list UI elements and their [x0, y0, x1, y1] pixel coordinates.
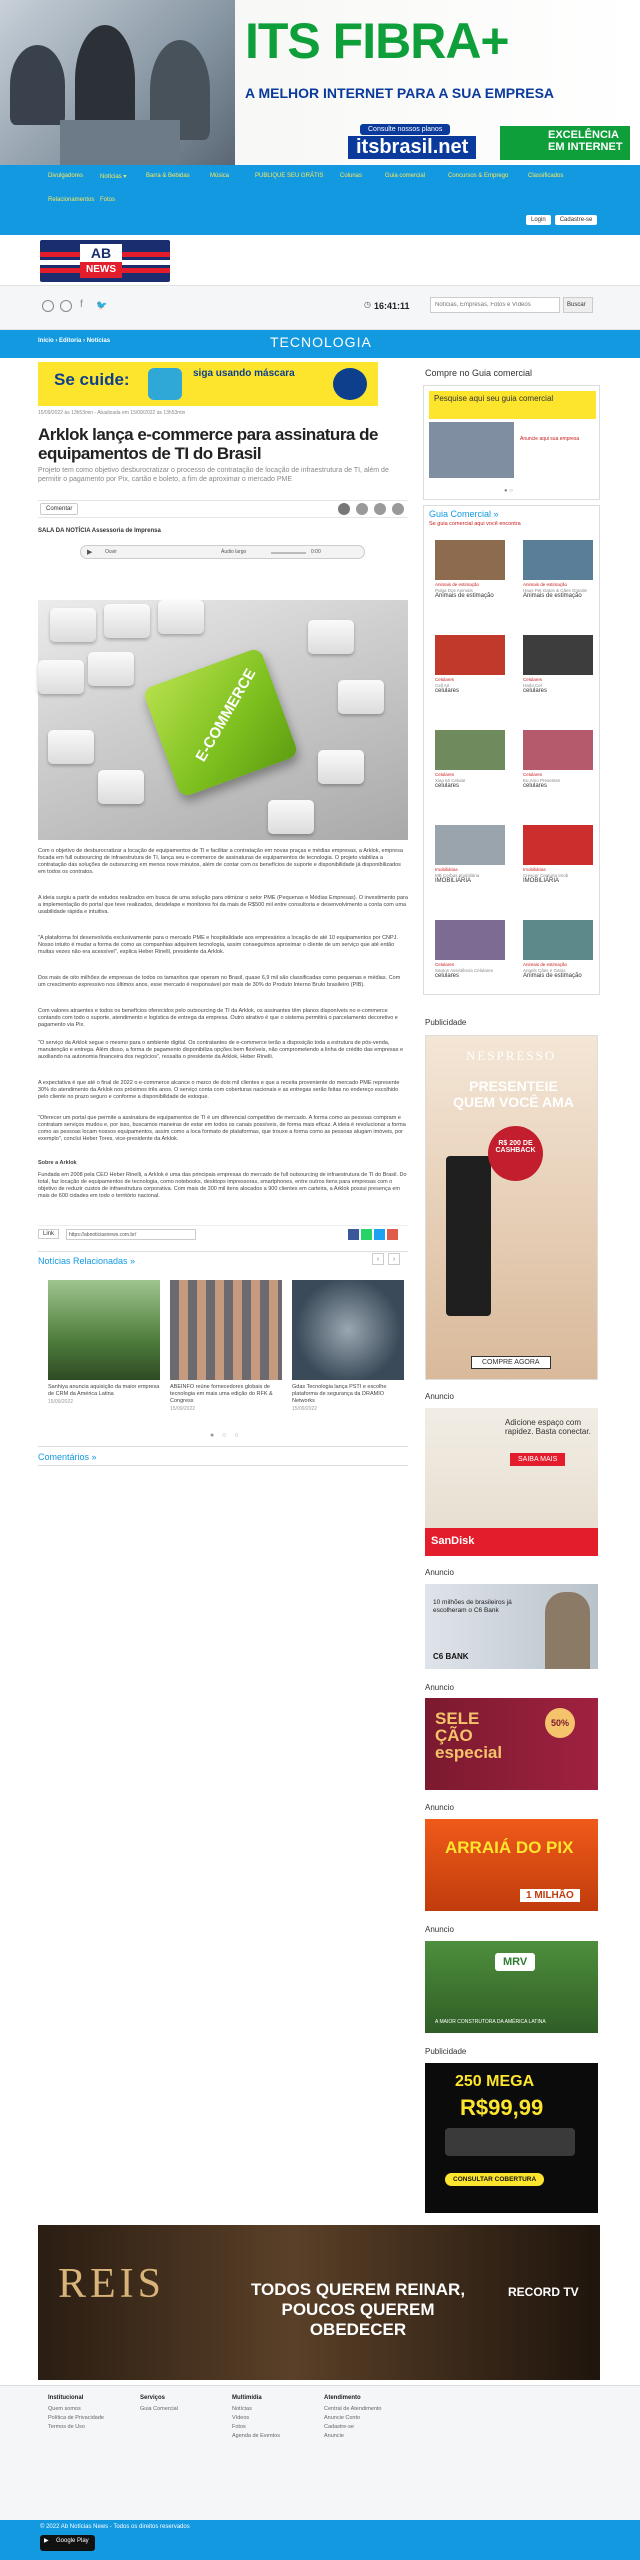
nav-item[interactable]: Concursos & Emprego — [448, 173, 509, 179]
related-image — [170, 1280, 282, 1380]
reis-ad[interactable] — [38, 2225, 600, 2380]
company-image — [523, 920, 593, 960]
company-card[interactable] — [523, 635, 601, 695]
article-subheading: Sobre a Arklok — [38, 1160, 77, 1166]
google-play-badge[interactable] — [40, 2535, 95, 2551]
company-category: Animais de estimação — [523, 582, 568, 587]
nespresso-brand: NESPRESSO — [466, 1048, 557, 1063]
company-name: Pulga Dos Animais — [435, 587, 473, 593]
company-card[interactable] — [523, 920, 601, 980]
company-card[interactable] — [435, 540, 513, 600]
prev-arrow-icon[interactable]: ‹ — [372, 1253, 384, 1265]
footer-link[interactable]: Cadastre-se — [324, 2424, 354, 2430]
pix-ad[interactable] — [425, 1819, 598, 1911]
guide-dots[interactable]: ● ○ — [504, 488, 513, 494]
mrv-ad[interactable] — [425, 1941, 598, 2033]
article-paragraph: Com valores atraentes e todos os benefícios oferecidos pelo outsourcing de TI da Arklok, os assinantes têm planos disponíveis no e-commerce contando com todo o suporte, atendimento e logística de entrega da empresa. Outro atrativo é que o sistema permitirá o parcelamento decoretivo e pagamento via Pix. — [38, 1008, 398, 1028]
mrv-brand: MRV — [495, 1953, 535, 1971]
boticario-text: SELE ÇÃO especial — [435, 1709, 503, 1762]
company-image — [435, 730, 505, 770]
footer-column — [48, 2395, 104, 2432]
company-image — [435, 825, 505, 865]
nav-item[interactable]: Divulgadores — [48, 173, 84, 179]
pix-text: ARRAIÁ DO PIX — [445, 1838, 574, 1857]
sandisk-ad[interactable] — [425, 1408, 598, 1556]
article-title: Arklok lança e-commerce para assinatura de equipamentos de TI do Brasil — [38, 425, 378, 463]
company-image — [523, 635, 593, 675]
banner-photo — [0, 0, 235, 165]
reis-text: TODOS QUEREM REINAR, POUCOS QUEREM OBEDECER — [250, 2280, 466, 2339]
footer-link[interactable]: Anuncie Conto — [324, 2415, 361, 2421]
company-sub: Animais de estimação — [435, 593, 494, 599]
footer-column-title: Serviços — [140, 2395, 166, 2401]
company-sub: IMOBILIÁRIA — [523, 878, 560, 884]
store-label: Google Play — [56, 2538, 89, 2544]
mask-ad-text: siga usando máscara — [193, 368, 295, 379]
guide-box — [423, 385, 600, 500]
related-item[interactable] — [292, 1280, 404, 1412]
footer-column — [140, 2395, 178, 2414]
login-button[interactable]: Login — [526, 215, 551, 225]
company-category: Animais de estimação — [435, 582, 480, 587]
company-category: Celulares — [435, 677, 455, 682]
related-title: Gdas Tecnologia lança PSTI e escolhe plataforma de segurança da DRAMIO Networks — [292, 1384, 387, 1404]
footer-link[interactable]: Agenda de Eventos — [232, 2433, 281, 2439]
reis-channel: RECORD TV — [508, 2285, 579, 2299]
footer-column-title: Atendimento — [324, 2395, 361, 2401]
publicity-label: Publicidade — [425, 2047, 467, 2056]
facebook-icon[interactable]: f — [80, 299, 83, 310]
article-lead: Projeto tem como objetivo desburocratizar o processo de contratação de locação de infraestrutura de TI, além de permitir o pagamento por Pix, cartão e boleto, a fim de aproximar o mercado PME — [38, 467, 389, 483]
guide-promo[interactable]: Anuncie aqui sua empresa — [520, 436, 580, 442]
nespresso-cta[interactable]: COMPRE AGORA — [471, 1356, 551, 1369]
search-button[interactable]: Buscar — [563, 297, 593, 313]
ad-label: Anuncio — [425, 1392, 454, 1401]
footer-link[interactable]: Notícias — [232, 2406, 252, 2412]
article-image — [38, 600, 408, 840]
related-item[interactable] — [48, 1280, 160, 1405]
article-link-bar — [38, 1225, 408, 1241]
related-title: Sanhiya anuncia aquisição da maior empresa de CRM da América Latina — [48, 1384, 160, 1397]
related-date: 15/09/2022 — [292, 1406, 318, 1412]
category-title: TECNOLOGIA — [270, 334, 372, 350]
banner-site[interactable]: itsbrasil.net — [348, 136, 476, 159]
comments-heading[interactable]: Comentários » — [38, 1446, 408, 1466]
twitter-share-icon[interactable] — [374, 1229, 385, 1240]
link-url[interactable]: https://abnoticiasnews.com.br/ — [66, 1229, 196, 1240]
footer-column-title: Multimídia — [232, 2395, 262, 2401]
logo-bottom: NEWS — [80, 262, 122, 278]
linkedin-share-icon[interactable] — [392, 503, 404, 515]
commercial-heading[interactable]: Guia Comercial » — [429, 509, 499, 519]
nav-item[interactable]: Música — [210, 173, 230, 179]
company-name: Harbi Cel — [523, 682, 542, 688]
link-label: Link — [38, 1229, 59, 1239]
related-item[interactable] — [170, 1280, 282, 1412]
nav-item[interactable]: Relacionamentos — [48, 197, 95, 203]
mrv-text: A MAIOR CONSTRUTORA DA AMÉRICA LATINA — [435, 2019, 546, 2025]
twitter-icon[interactable]: 🐦 — [96, 300, 108, 310]
banner-badge — [500, 126, 630, 160]
article-paragraph: Fundada em 2008 pela CEO Heber Rinelli, a Arklok é uma das principais empresas do mercado de full outsourcing de infraestrutura de TI do Brasil. Do total, faz locação de equipamentos de tecnologia, como notebooks, desktops impressoras, smartphones, entre outros itens para empresas com o objetivo de reduzir custos de infraestrutura corporativa. Com mais de 300 mil itens alocados a 900 clientes em carteira, a Arklok possui presença em mais de 600 cidades em todo o território nacional. — [38, 1172, 407, 1199]
company-sub: celulares — [435, 973, 460, 979]
company-sub: celulares — [435, 783, 460, 789]
banner-cta[interactable]: Consulte nossos planos — [360, 124, 450, 135]
company-category: Animais de estimação — [523, 962, 568, 967]
nav-item[interactable]: PUBLIQUE SEU GRÁTIS — [255, 173, 324, 179]
ad-label: Anuncio — [425, 1925, 454, 1934]
facebook-share-icon[interactable] — [356, 503, 368, 515]
company-category: Celulares — [523, 677, 543, 682]
mask-ad[interactable] — [38, 362, 378, 406]
article-paragraph: Com o objetivo de desburocratizar a locação de equipamentos de TI e facilitar a contratação em novas praças e médias empresas, a Arklok, empresa focada em full outsourcing de infraestrutura de TI, lança seu e-commerce de assinaturas de equipamentos de tecnologia. O projeto viabiliza a contratação das soluções de outsourcing em menos nove minutos, além de contar com os benefícios de suporte e disponibilidade já disponibilizados em todos os contratos. — [38, 848, 403, 875]
company-sub: celulares — [523, 783, 548, 789]
company-name: Xiao Mi Celular — [435, 777, 466, 783]
article-paragraph: "A plataforma foi desenvolvida exclusivamente para o mercado PME e hospitalidade aos empresários a locação de até 10 equipamentos por CNPJ. Nosso intuito é mudar a forma de como as companhias adquirem tecnologia, assim conseguimos aproximar o cliente de um serviço que até então muitas vezes não era acessível", explica Heber Rinelli, presidente da Arklok. — [38, 935, 398, 955]
company-sub: IMOBILIÁRIA — [435, 878, 472, 884]
company-image — [435, 920, 505, 960]
article-source: SALA DA NOTÍCIA Assessoria de Imprensa — [38, 528, 161, 534]
company-category: Imobiliárias — [523, 867, 546, 872]
play-store-icon: ▶ — [44, 2538, 49, 2544]
copyright-bar — [0, 2520, 640, 2560]
footer-link[interactable]: Anuncie — [324, 2433, 344, 2439]
company-image — [523, 825, 593, 865]
player-time: 0:00 — [311, 549, 321, 555]
article-paragraph: "Oferecer um portal que permite a assinatura de equipamentos de TI é um diferencial competitivo de mercado. A forma como as pessoas compram e contratam serviços mudou e, por isso, buscamos maneiras de estar em todos os canais possíveis, de forma mais eficaz. A ideia é revolucionar a forma como as pessoas locam nossos equipamentos, assim como a loca formato de plataformas, que trouxe a forma como as pessoas alugam imóveis, por exemplo", conclui Heber Tores, vice-presidente da Arklok. — [38, 1115, 406, 1142]
article-paragraph: "O serviço da Arklok segue o mesmo para o ambiente digital. Os contratantes de e-commerce terão a disposição toda a estrutura de pós-venda, manutenção e entrega. Além disso, a forma de pagamento disponibiliza opções bem flexíveis, não comprometendo a linha de crédito das empresas e auxiliando na autonomia financeira dos negócios", ressalta o presidente da Arklok, Heber Rinelli. — [38, 1040, 404, 1060]
government-logo — [333, 368, 367, 400]
player-label: Ouvir — [105, 549, 117, 555]
ad-label: Anuncio — [425, 1683, 454, 1692]
company-image — [523, 730, 593, 770]
publicity-label: Publicidade — [425, 1018, 467, 1027]
company-card[interactable] — [435, 825, 513, 885]
footer-column — [232, 2395, 280, 2441]
coffee-machine — [446, 1156, 491, 1316]
company-card[interactable] — [435, 730, 513, 790]
next-arrow-icon[interactable]: › — [388, 1253, 400, 1265]
article-paragraph: A expectativa é que até o final de 2022 o e-commerce alcance o marco de dois mil clientes e que a receita proveniente do mercado PME represente 30% do atendimento da Arklok nos próximos três anos. O serviço conta com coberturas nacionais e as entregas serão feitas no endereço escolhido pelo cliente no prazo seguro e conforme a disponibilidade de estoque. — [38, 1080, 400, 1100]
article-paragraph: Dos mais de oito milhões de empresas de todos os tamanhos que operam no Brasil, quase 6,9 mil são classificadas como pequenas e médias. Com um crescimento expressivo nos últimos anos, esse mercado é responsável por mais de 30% do Produto Interno Bruto brasileiro (PIB). — [38, 975, 401, 988]
article-actions — [38, 500, 408, 518]
clock-time: 16:41:11 — [374, 301, 410, 311]
email-share-icon[interactable] — [387, 1229, 398, 1240]
breadcrumb: Início › Editoria › Notícias — [38, 338, 111, 344]
nav-item[interactable]: Guia comercial — [385, 173, 426, 179]
internet-speed: 250 MEGA — [455, 2073, 535, 2090]
breadcrumb-editoria[interactable]: Editoria — [59, 338, 82, 344]
company-card[interactable] — [435, 635, 513, 695]
footer-link[interactable]: Central de Atendimento — [324, 2406, 382, 2412]
whatsapp-share-icon[interactable] — [361, 1229, 372, 1240]
c6-person — [545, 1592, 590, 1669]
related-image — [48, 1280, 160, 1380]
register-button[interactable]: Cadastre-se — [555, 215, 598, 225]
sandisk-cta[interactable]: SAIBA MAIS — [510, 1453, 565, 1466]
banner-slogan: A MELHOR INTERNET PARA A SUA EMPRESA — [245, 85, 555, 101]
related-title: ABEINFO reúne fornecedores globais de tecnologia em mais uma edição do RFK & Congress — [170, 1384, 273, 1404]
mask-icon — [148, 368, 182, 400]
carousel-dots[interactable]: ● ○ ○ — [210, 1432, 242, 1439]
company-card[interactable] — [523, 825, 601, 885]
article-paragraph: A ideia surgiu a partir de estudos realizados em busca de uma solução para otimizar o setor PME (Pequenas e Médias Empresas). O investimento para a implementação do portal que teve realizados, desdelape e monitores foi da mais de R$500 mil entre consultoria e desenvolvimento a conta com uma usabilidade rápida e intuitiva. — [38, 895, 408, 915]
company-image — [523, 540, 593, 580]
guide-image — [429, 422, 514, 478]
article-meta: 15/09/2022 às 13h53min - Atualizada em 15/09/2022 às 13h53min — [38, 410, 186, 416]
related-image — [292, 1280, 404, 1380]
sandisk-text: Adicione espaço com rapidez. Basta conectar. — [505, 1418, 591, 1436]
nespresso-headline: PRESENTEIE QUEM VOCÊ AMA — [453, 1078, 574, 1110]
nav-item[interactable]: Notícias ▾ — [100, 174, 127, 180]
nespresso-promo: R$ 200 DE CASHBACK — [488, 1126, 543, 1181]
company-sub: celulares — [523, 688, 548, 694]
image-label: E-COMMERCE — [192, 665, 260, 765]
footer-column-title: Institucional — [48, 2395, 84, 2401]
nav-item[interactable]: Fotos — [100, 197, 116, 203]
c6-text: 10 milhões de brasileiros já escolheram o C6 Bank — [433, 1599, 512, 1614]
company-card[interactable] — [523, 540, 601, 600]
company-name: MB Cerbas Imobiliária — [435, 872, 480, 878]
boticario-ad[interactable] — [425, 1698, 598, 1790]
audio-player[interactable] — [80, 545, 365, 559]
company-sub: Animais de estimação — [523, 593, 582, 599]
reis-brand: REIS — [58, 2261, 166, 2307]
company-category: Celulares — [523, 772, 543, 777]
mask-ad-headline: Se cuide: — [54, 370, 130, 389]
site-logo[interactable] — [40, 240, 170, 282]
nav-item[interactable]: Barra & Bebidas — [146, 173, 190, 179]
ecommerce-key — [142, 647, 299, 798]
company-category: Imobiliárias — [435, 867, 458, 872]
footer-link[interactable]: Política de Privacidade — [48, 2415, 104, 2421]
guide-heading: Compre no Guia comercial — [425, 368, 533, 378]
logo-top: AB — [80, 244, 122, 262]
nav-item[interactable]: Colunas — [340, 173, 363, 179]
breadcrumb-news[interactable]: Notícias — [86, 338, 111, 344]
related-date: 15/09/2022 — [170, 1406, 196, 1412]
related-date: 15/09/2022 — [48, 1399, 74, 1405]
comment-button[interactable]: Comentar — [40, 503, 78, 515]
internet-ad[interactable] — [425, 2063, 598, 2213]
player-status: Áudio largo — [221, 549, 247, 555]
footer-link[interactable]: Guia Comercial — [140, 2406, 178, 2412]
company-category: Celulares — [435, 962, 455, 967]
company-sub: celulares — [435, 688, 460, 694]
company-category: Celulares — [435, 772, 455, 777]
footer-link[interactable]: Fotos — [232, 2424, 246, 2430]
sandisk-brand: SanDisk — [425, 1528, 598, 1556]
account-links — [526, 215, 597, 225]
c6-brand: C6 BANK — [433, 1652, 469, 1661]
whatsapp-icon[interactable] — [60, 300, 72, 312]
router-image — [445, 2128, 575, 2156]
footer-link[interactable]: Termos de Uso — [48, 2424, 85, 2430]
footer-link[interactable]: Vídeos — [232, 2415, 250, 2421]
facebook-share-icon[interactable] — [348, 1229, 359, 1240]
pix-prize: 1 MILHÃO — [520, 1889, 580, 1902]
instagram-icon[interactable] — [42, 300, 54, 312]
company-name: Angels Cães e Gatos — [523, 967, 566, 973]
company-name: Haus Pet Gatos & Cães Grande — [523, 587, 588, 593]
company-card[interactable] — [435, 920, 513, 980]
play-icon[interactable]: ▶ — [87, 549, 93, 556]
internet-cta[interactable]: CONSULTAR COBERTURA — [445, 2173, 544, 2186]
company-image — [435, 540, 505, 580]
footer-link[interactable]: Quem somos — [48, 2406, 81, 2412]
company-sub: Animais de estimação — [523, 973, 582, 979]
company-card[interactable] — [523, 730, 601, 790]
nespresso-ad[interactable] — [425, 1035, 598, 1380]
twitter-share-icon[interactable] — [374, 503, 386, 515]
commercial-sub: Se guia comercial aqui você encontra — [429, 521, 521, 527]
ad-label: Anuncio — [425, 1568, 454, 1577]
internet-price: R$99,99 — [460, 2095, 544, 2120]
company-name: Santos Assistência Celulares — [435, 967, 494, 973]
company-image — [435, 635, 505, 675]
breadcrumb-home[interactable]: Início — [38, 338, 54, 344]
nav-item[interactable]: Classificados — [528, 173, 564, 179]
ad-label: Anuncio — [425, 1803, 454, 1812]
guide-cta[interactable]: Pesquise aqui seu guia comercial — [429, 391, 596, 419]
banner-brand: ITS FIBRA+ — [245, 13, 509, 69]
c6-ad[interactable] — [425, 1584, 598, 1669]
copyright: © 2022 Ab Notícias News - Todos os direitos reservados — [40, 2524, 190, 2530]
clock-icon: ◷ — [364, 300, 371, 309]
related-heading: Notícias Relacionadas » — [38, 1251, 408, 1267]
whatsapp-share-icon[interactable] — [338, 503, 350, 515]
company-name: Eu Amo Presentes — [523, 777, 561, 783]
search-input[interactable] — [430, 297, 560, 313]
company-name: Crescer Centuria Imob — [523, 872, 569, 878]
company-name: Cell Art — [435, 682, 450, 688]
footer-column — [324, 2395, 381, 2441]
boticario-discount: 50% — [545, 1708, 575, 1738]
player-progress[interactable] — [271, 552, 306, 554]
banner-badge-text: EXCELÊNCIA EM INTERNET — [548, 129, 623, 153]
